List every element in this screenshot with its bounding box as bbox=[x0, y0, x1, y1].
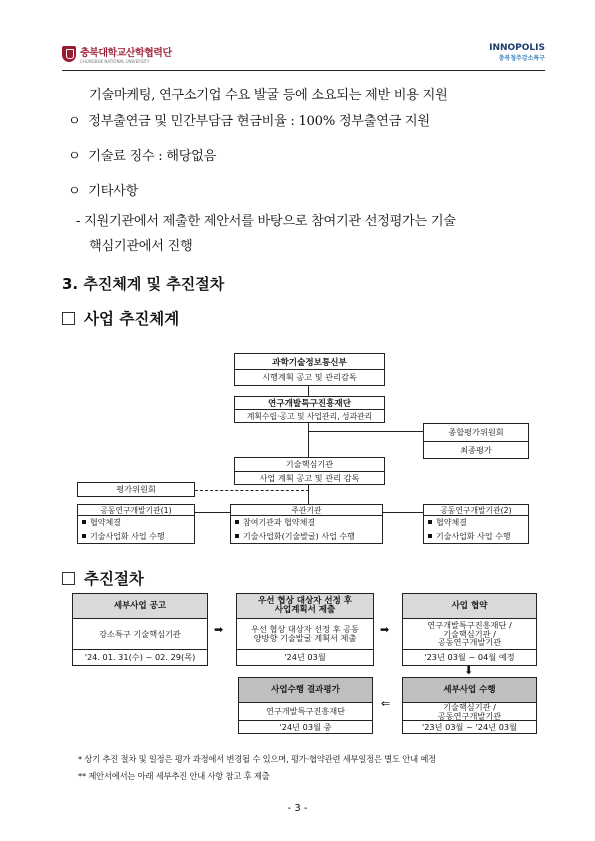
joint1-item: 협약체결 bbox=[82, 516, 194, 530]
connector bbox=[308, 431, 424, 432]
bullet-text-3: 기타사항 bbox=[88, 184, 139, 199]
innopolis-logo-subtext: 충북청주강소특구 bbox=[498, 55, 545, 62]
eval-committee-role: 최종평가 bbox=[424, 441, 528, 458]
lead-item: 기술사업화(기술발굴) 사업 수행 bbox=[235, 530, 382, 544]
step-org: 연구개발특구진흥재단 bbox=[239, 702, 372, 720]
msit-box bbox=[234, 353, 385, 386]
bullet-square-icon bbox=[82, 520, 86, 524]
step-box-agreement bbox=[402, 593, 537, 666]
arrow-right-icon: ➡ bbox=[380, 623, 390, 636]
procedure-heading-text: 추진절차 bbox=[84, 570, 144, 588]
step-box-notice bbox=[72, 593, 208, 666]
bullet-square-icon bbox=[235, 520, 239, 524]
step-date: '24년 03월 bbox=[237, 649, 373, 665]
page-number: - 3 - bbox=[287, 803, 308, 814]
bullet-text-1: 정부출연금 및 민간부담금 현금비율 : 100% 정부출연금 지원 bbox=[88, 114, 430, 129]
bullet-item-3 bbox=[68, 180, 138, 199]
step-box-proposal bbox=[236, 593, 374, 666]
arrow-left-icon: ⇐ bbox=[381, 697, 391, 710]
org-heading-text: 사업 추진체계 bbox=[84, 310, 180, 328]
joint2-item: 협약체결 bbox=[428, 516, 528, 530]
square-bullet-icon bbox=[62, 572, 75, 585]
square-bullet-icon bbox=[62, 312, 75, 325]
core-institution-name: 기술핵심기관 bbox=[285, 459, 334, 469]
step-title: 우선 협상 대상자 선정 후 사업계획서 제출 bbox=[237, 594, 373, 618]
msit-role: 시행계획 공고 및 관리감독 bbox=[235, 369, 384, 385]
bullet-square-icon bbox=[428, 534, 432, 538]
body-line-1: 기술마케팅, 연구소기업 수요 발굴 등에 소요되는 제반 비용 지원 bbox=[89, 88, 448, 103]
innopolis-logo-text: INNOPOLIS bbox=[489, 43, 545, 53]
committee-name: 평가위원회 bbox=[116, 484, 156, 494]
joint2-box bbox=[423, 504, 529, 544]
dashed-connector bbox=[195, 490, 309, 491]
step-org: 강소특구 기술핵심기관 bbox=[73, 618, 207, 649]
footnote-2: ** 제안서에서는 아래 세부추진 안내 사항 참고 후 제출 bbox=[78, 771, 270, 781]
bullet-square-icon bbox=[428, 520, 432, 524]
core-institution-box bbox=[234, 457, 385, 485]
step-title: 사업 협약 bbox=[403, 594, 536, 618]
cbnu-logo-subtext: CHUNGBUK NATIONAL UNIVERSITY bbox=[80, 59, 150, 64]
step-box-execution bbox=[402, 677, 537, 734]
step-box-evaluation bbox=[238, 677, 373, 734]
foundation-role: 계획수립·공고 및 사업관리, 성과관리 bbox=[235, 409, 384, 422]
arrow-right-icon: ➡ bbox=[214, 623, 224, 636]
eval-committee-box bbox=[423, 423, 529, 459]
connector bbox=[383, 512, 423, 513]
joint2-name: 공동연구개발기관(2) bbox=[440, 505, 512, 515]
bullet-marker: ㅇ bbox=[68, 114, 81, 129]
org-heading bbox=[62, 307, 179, 329]
bullet-item-2 bbox=[68, 145, 216, 164]
step-org: 우선 협상 대상자 선정 후 공동 양방향 기술발굴 계획서 제출 bbox=[237, 618, 373, 649]
joint1-item: 기술사업화 사업 수행 bbox=[82, 530, 194, 544]
foundation-box bbox=[234, 396, 385, 423]
lead-item: 참여기관과 협약체결 bbox=[235, 516, 382, 530]
cbnu-logo bbox=[62, 44, 172, 64]
bullet-square-icon bbox=[235, 534, 239, 538]
arrow-down-icon: ⬇ bbox=[464, 664, 474, 677]
cbnu-crest-icon bbox=[62, 46, 76, 62]
step-title: 사업수행 결과평가 bbox=[239, 678, 372, 702]
step-date: '23년 03월 ~ 04월 예정 bbox=[403, 649, 536, 665]
footnote-1: * 상기 추진 절차 및 일정은 평가 과정에서 변경될 수 있으며, 평가·협약관련 세부일정은 별도 안내 예정 bbox=[78, 754, 436, 764]
bullet-item-1 bbox=[68, 110, 430, 129]
bullet-square-icon bbox=[82, 534, 86, 538]
cbnu-logo-text: 충북대학교산학협력단 bbox=[80, 48, 172, 59]
header-rule bbox=[62, 70, 545, 71]
committee-box bbox=[77, 482, 195, 497]
procedure-heading bbox=[62, 567, 144, 589]
bullet-marker: ㅇ bbox=[68, 184, 81, 199]
bullet-marker: ㅇ bbox=[68, 149, 81, 164]
step-date: '24. 01. 31(수) ~ 02. 29(목) bbox=[73, 649, 207, 665]
foundation-name: 연구개발특구진흥재단 bbox=[267, 399, 352, 409]
innopolis-logo bbox=[489, 43, 545, 62]
step-date: '24년 03월 중 bbox=[239, 720, 372, 733]
step-date: '23년 03월 ~ '24년 03월 bbox=[403, 720, 536, 733]
dash-text-line-2: 핵심기관에서 진행 bbox=[89, 239, 193, 254]
step-org: 기술핵심기관 / 공동연구개발기관 bbox=[403, 702, 536, 720]
connector bbox=[308, 484, 309, 504]
dash-item-1 bbox=[76, 210, 456, 229]
dash-text-line-1: 지원기관에서 제출한 제안서를 바탕으로 참여기관 선정평가는 기술 bbox=[84, 214, 456, 229]
step-title: 세부사업 수행 bbox=[403, 678, 536, 702]
lead-institution-box bbox=[230, 504, 383, 544]
bullet-text-2: 기술료 징수 : 해당없음 bbox=[88, 149, 217, 164]
connector bbox=[308, 422, 309, 458]
joint1-name: 공동연구개발기관(1) bbox=[100, 505, 172, 515]
joint2-item: 기술사업화 사업 수행 bbox=[428, 530, 528, 544]
joint1-box bbox=[77, 504, 195, 544]
eval-committee-name: 종합평가위원회 bbox=[448, 427, 504, 437]
connector bbox=[195, 512, 231, 513]
core-institution-role: 사업 계획 공고 및 관리 감독 bbox=[235, 471, 384, 484]
dash-marker: - bbox=[76, 214, 81, 229]
section-heading: 3. 추진체계 및 추진절차 bbox=[62, 275, 225, 293]
step-org: 연구개발특구진흥재단 / 기술핵심기관 / 공동연구개발기관 bbox=[403, 618, 536, 649]
lead-institution-name: 주관기관 bbox=[291, 505, 322, 515]
msit-name: 과학기술정보통신부 bbox=[272, 357, 347, 368]
step-title: 세부사업 공고 bbox=[73, 594, 207, 618]
